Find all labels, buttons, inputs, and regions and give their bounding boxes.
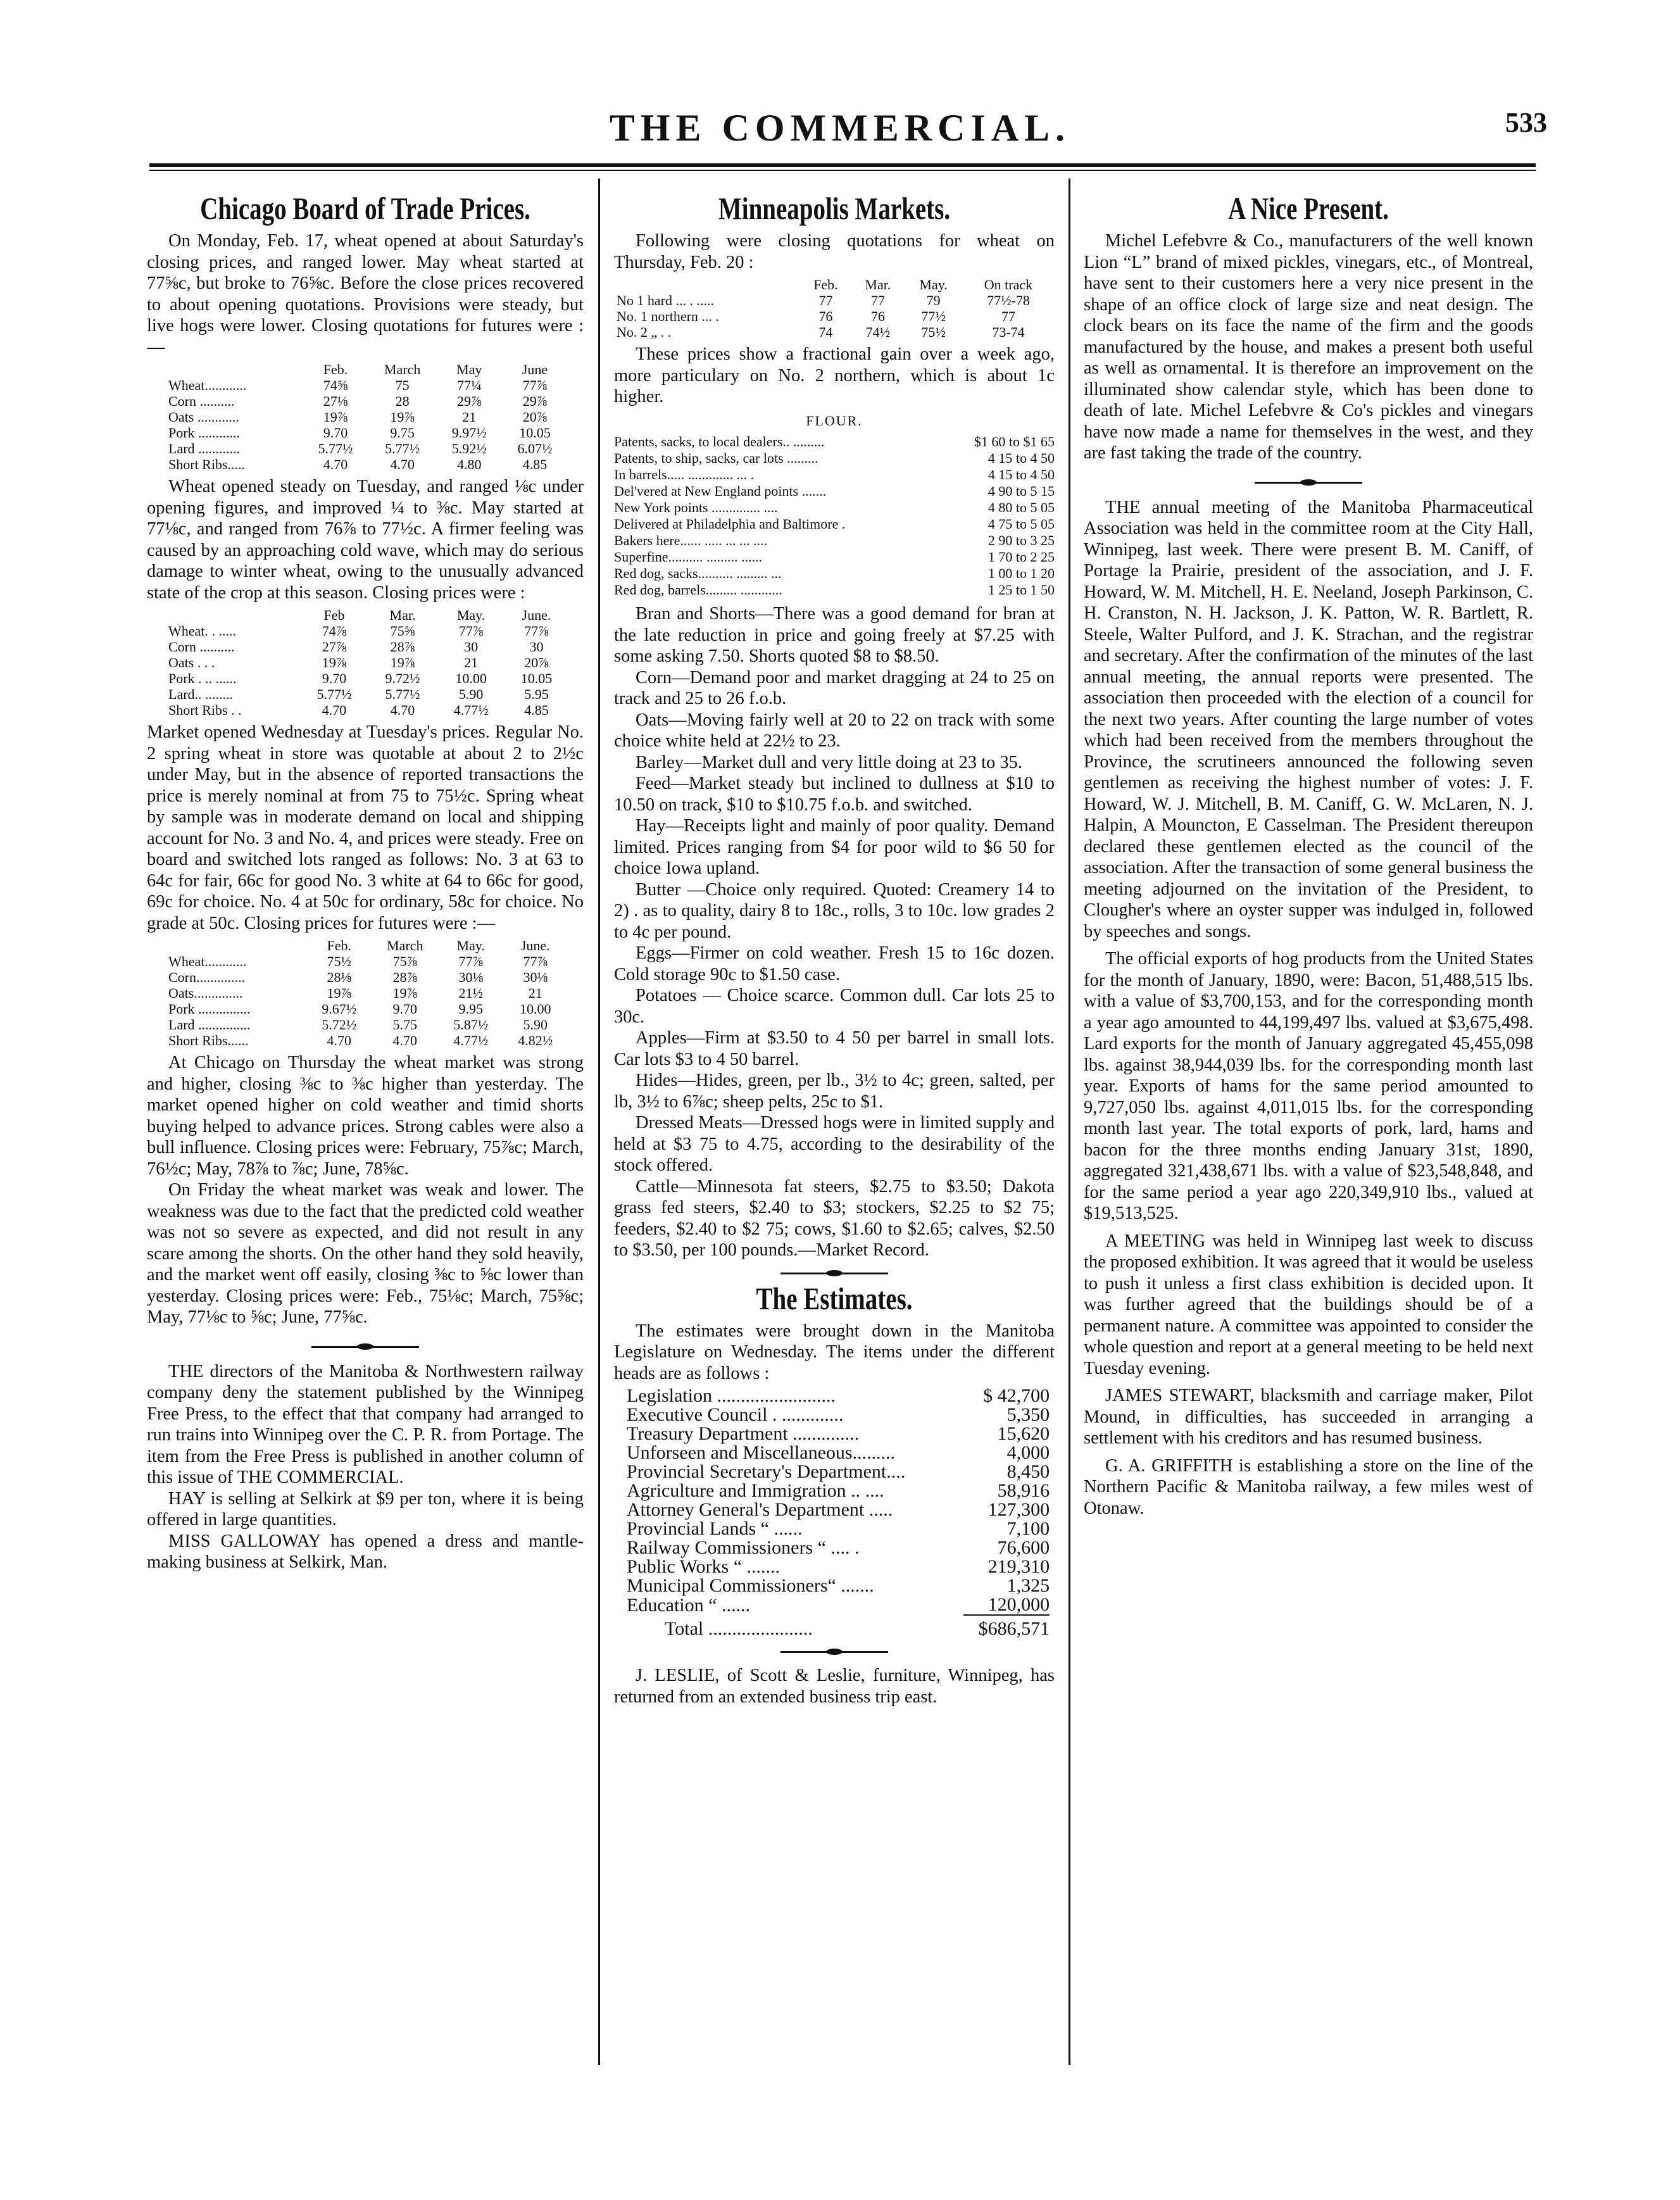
table-cell: Legislation ......................... (627, 1385, 836, 1406)
table-cell: 4.70 (390, 456, 415, 472)
table-cell: 4.70 (322, 702, 347, 718)
table-row (627, 1481, 1050, 1500)
table-row (166, 670, 568, 686)
table-cell: Public Works “ ....... (627, 1556, 780, 1577)
table-cell: $1 60 to $1 65 (974, 434, 1055, 449)
table-cell: Del'vered at New England points ....... (614, 483, 827, 499)
table-row (166, 702, 568, 718)
table-header: Feb. (813, 277, 838, 292)
paragraph: JAMES STEWART, blacksmith and carriage maker, Pilot Mound, in difficulties, has succeeded in arranging a settlement with his creditors and has resumed business. (1084, 1386, 1533, 1448)
table-cell: 9.75 (390, 425, 415, 441)
table-row (614, 483, 1055, 500)
table-cell: 19⅞ (327, 985, 352, 1001)
wheat-quotations-table (614, 277, 1055, 340)
table-cell: Short Ribs..... (168, 456, 246, 472)
table-cell: 77 (870, 292, 885, 308)
heading-nice-present: A Nice Present. (1228, 191, 1389, 226)
table-cell: 58,916 (997, 1480, 1050, 1501)
table-cell: Pork ............... (168, 1001, 251, 1017)
table-header (166, 938, 307, 953)
paragraph: On Friday the wheat market was weak and lower. The weakness was due to the fact that the predicted cold weather was not so severe as expected, and did not result in any scare among the shorts. On the other hand they sold heavily, and the market went off easily, closing ⅜c to ⅝c lower than yesterday. Closing prices were: Feb., 75⅛c; March, 75⅝c; May, 77⅛c to ⅝c; June, 77⅝c. (147, 1180, 584, 1327)
table-cell: 76 (870, 308, 885, 324)
table-cell: 1,325 (1006, 1575, 1050, 1596)
table-cell: 77⅞ (458, 953, 483, 969)
table-cell: 120,000 (963, 1595, 1050, 1615)
table-header: May (456, 361, 482, 377)
table-cell: Superfine.......... ......... ...... (614, 549, 763, 565)
table-cell: 79 (926, 292, 941, 308)
table-row (627, 1557, 1050, 1576)
table-cell: 76 (818, 308, 833, 324)
table-cell: 127,300 (987, 1499, 1050, 1520)
table-row (614, 308, 1055, 324)
table-cell: 20⅞ (522, 409, 548, 425)
table-cell: Oats.............. (168, 985, 243, 1001)
table-row (614, 324, 1055, 340)
table-header (166, 607, 300, 623)
table-row (627, 1519, 1050, 1538)
paragraph: The official exports of hog products from the United States for the month of January, 1890, were: Bacon, 51,488,515 lbs. with a value of $3,700,153, and for the corresponding month a year ago amounted to 44,199,497 lbs. valued at $3,675,498. Lard exports for the month of January aggregated 45,455,098 lbs. against 38,944,039 lbs. for the corresponding month last year. Exports of hams for the same period amounted to 9,727,050 lbs. against 4,011,015 lbs. for the corresponding month last year. The total exports of pork, lard, hams and bacon for the three months ending January 31st, 1890, aggregated 321,438,671 lbs. with a value of $23,548,848, and for the same period a year ago 220,349,910 lbs., valued at $19,513,525. (1084, 949, 1533, 1223)
paragraph: Hay—Receipts light and mainly of poor quality. Demand limited. Prices ranging from $4 for poor wild to $6 50 for choice Iowa upland. (614, 816, 1055, 878)
table-row (166, 456, 568, 472)
table-row (614, 549, 1055, 565)
table-cell: 75½ (327, 953, 352, 969)
table-cell: 21 (462, 409, 477, 425)
paragraph: HAY is selling at Selkirk at $9 per ton, where it is being offered in large quantities. (147, 1488, 584, 1530)
estimates-table (627, 1386, 1050, 1638)
table-row (614, 450, 1055, 467)
futures-table-3 (166, 938, 568, 1048)
table-cell: 4 80 to 5 05 (987, 500, 1055, 515)
table-header: On track (984, 277, 1033, 292)
table-cell: 30 (464, 639, 479, 655)
table-cell: 9.72½ (385, 670, 420, 686)
table-header (166, 361, 303, 377)
paragraph: On Monday, Feb. 17, wheat opened at about Saturday's closing prices, and ranged lower. May wheat started at 77⅝c, but broke to 76⅝c. Before the close prices recovered to about opening quotations. Provisions were steady, but live hogs were lower. Closing quotations for futures were :— (147, 231, 584, 357)
table-header: Mar. (389, 607, 416, 623)
paragraph: Apples—Firm at $3.50 to 4 50 per barrel in small lots. Car lots $3 to 4 50 barrel. (614, 1028, 1055, 1069)
table-cell: 77⅞ (458, 623, 484, 639)
table-cell: 9.70 (323, 425, 348, 441)
page-number: 533 (1505, 107, 1547, 138)
column-rule-1 (598, 179, 600, 2065)
paragraph: Corn—Demand poor and market dragging at 24 to 25 on track and 25 to 26 f.o.b. (614, 667, 1055, 708)
table-cell: Provincial Lands “ ...... (627, 1518, 803, 1539)
table-cell: 30⅛ (523, 969, 548, 985)
table-cell: Municipal Commissioners“ ....... (627, 1575, 874, 1596)
table-cell: 77⅞ (524, 623, 549, 639)
table-cell: 1 00 to 1 20 (987, 565, 1055, 581)
table-row (166, 409, 568, 425)
table-row (614, 467, 1055, 483)
table-cell: 21 (464, 655, 479, 670)
table-cell: 75⅞ (392, 953, 417, 969)
table-cell: 5.87½ (453, 1017, 489, 1033)
paragraph: Eggs—Firmer on cold weather. Fresh 15 to 16c dozen. Cold storage 90c to $1.50 case. (614, 943, 1055, 984)
table-cell: 5.77½ (317, 686, 352, 702)
table-cell: 30⅛ (458, 969, 483, 985)
table-row (166, 393, 568, 409)
table-row (627, 1500, 1050, 1519)
table-cell: Bakers here...... ..... ... ... .... (614, 532, 767, 548)
table-cell: 19⅞ (323, 409, 348, 425)
table-cell: 2 90 to 3 25 (987, 532, 1055, 548)
table-cell: 21 (528, 985, 542, 1001)
section-divider (780, 1649, 888, 1655)
table-cell: Short Ribs...... (168, 1033, 249, 1048)
table-header-row (166, 607, 568, 623)
paragraph: A MEETING was held in Winnipeg last week to discuss the proposed exhibition. It was agreed that it would be useless to push it unless a first class exhibition is decided upon. It was further agreed that the buildings should be of a permanent nature. A committee was appointed to consider the whole question and report at a general meeting to be held next Tuesday evening. (1084, 1231, 1533, 1378)
table-cell: 4.82½ (518, 1033, 553, 1048)
table-cell: 4.77½ (453, 1033, 489, 1048)
paragraph: THE directors of the Manitoba & Northwestern railway company deny the statement published by the Winnipeg Free Press, to the effect that that company had arranged to run trains into Winnipeg over the C. P. R. from Portage. The item from the Free Press is published in another column of this issue of THE COMMERCIAL. (147, 1361, 584, 1487)
heading-chicago: Chicago Board of Trade Prices. (200, 191, 530, 226)
section-divider (780, 1270, 888, 1276)
table-cell: 21½ (458, 985, 483, 1001)
table-cell: 4.70 (390, 702, 415, 718)
table-header: June (522, 361, 548, 377)
table-cell: 4.70 (323, 456, 348, 472)
table-cell: 4.80 (457, 456, 482, 472)
table-cell: Unforseen and Miscellaneous......... (627, 1442, 896, 1463)
paragraph: G. A. GRIFFITH is establishing a store on the line of the Northern Pacific & Manitoba railway, a few miles west of Otonaw. (1084, 1455, 1533, 1518)
paragraph: Wheat opened steady on Tuesday, and ranged ⅛c under opening figures, and improved ¼ to ⅜c. May started at 77⅛c, and ranged from 76⅞ to 77½c. A firmer feeling was caused by an approaching cold wave, which may do serious damage to winter wheat, owing to the unusually advanced state of the crop at this season. Closing prices were : (147, 477, 584, 603)
table-row (166, 377, 568, 393)
table-cell: 74½ (865, 324, 891, 340)
paragraph: Oats—Moving fairly well at 20 to 22 on track with some choice white held at 22½ to 23. (614, 710, 1055, 751)
table-cell: 27⅞ (322, 639, 347, 655)
table-cell: Short Ribs . . (168, 702, 242, 718)
table-cell: 29⅞ (457, 393, 482, 409)
table-cell: 5.77½ (318, 441, 353, 456)
table-cell: Lard ............... (168, 1017, 251, 1033)
table-cell: 19⅞ (390, 655, 415, 670)
table-header: June. (520, 938, 550, 953)
table-cell: 28⅞ (392, 969, 417, 985)
table-row (166, 623, 568, 639)
table-cell: 4.70 (392, 1033, 417, 1048)
table-row (166, 1001, 568, 1017)
paragraph: Dressed Meats—Dressed hogs were in limited supply and held at $3 75 to 4.75, according to the desirability of the stock offered. (614, 1113, 1055, 1175)
table-cell: 9.67½ (322, 1001, 357, 1017)
paragraph: Bran and Shorts—There was a good demand for bran at the late reduction in price and going freely at $7.25 with some asking 7.50. Shorts quoted $8 to $8.50. (614, 604, 1055, 666)
table-header: June. (522, 607, 551, 623)
table-header-row (166, 938, 568, 953)
table-row (166, 655, 568, 670)
paragraph: MISS GALLOWAY has opened a dress and mantle-making business at Selkirk, Man. (147, 1531, 584, 1572)
table-cell: Wheat............ (168, 377, 247, 393)
table-cell: 77⅞ (523, 953, 548, 969)
table-cell: 77⅞ (522, 377, 548, 393)
table-cell: Pork . .. ...... (168, 670, 237, 686)
futures-table-2 (166, 607, 568, 718)
paragraph: Hides—Hides, green, per lb., 3½ to 4c; green, salted, per lb, 3½ to 6⅞c; sheep pelts, 25c to $1. (614, 1071, 1055, 1112)
table-header: Feb. (323, 361, 348, 377)
table-row (627, 1405, 1050, 1424)
table-cell: Oats . . . (168, 655, 215, 670)
table-row (166, 953, 568, 969)
table-cell: 10.05 (519, 425, 551, 441)
table-cell: Red dog, sacks.......... ......... ... (614, 565, 782, 581)
table-cell: 15,620 (997, 1423, 1050, 1444)
table-header: Mar. (865, 277, 891, 292)
table-cell: No. 1 northern ... . (617, 308, 719, 324)
table-cell: 75½ (921, 324, 946, 340)
table-cell: 4.77½ (453, 702, 489, 718)
table-cell: New York points .............. .... (614, 500, 778, 515)
column-rule-2 (1069, 179, 1070, 2065)
table-row (614, 582, 1055, 598)
table-header-row (614, 277, 1055, 292)
table-row (627, 1576, 1050, 1595)
table-cell: 4 15 to 4 50 (987, 467, 1055, 482)
table-cell: 4.85 (522, 456, 548, 472)
total-label: Total ...................... (665, 1618, 813, 1639)
table-cell: In barrels..... ............. ... . (614, 467, 755, 482)
table-cell: Patents, sacks, to local dealers.. ......... (614, 434, 825, 449)
table-cell: 5.72½ (322, 1017, 357, 1033)
table-cell: 77½-78 (987, 292, 1030, 308)
table-cell: Education “ ...... (627, 1594, 750, 1616)
table-cell: No 1 hard ... . ..... (617, 292, 714, 308)
section-divider (311, 1343, 419, 1350)
table-cell: 219,310 (987, 1556, 1050, 1577)
paragraph: Potatoes — Choice scarce. Common dull. Car lots 25 to 30c. (614, 986, 1055, 1027)
table-cell: Lard.. ........ (168, 686, 234, 702)
table-cell: $ 42,700 (983, 1385, 1050, 1406)
table-cell: Corn.............. (168, 969, 245, 985)
table-cell: 5.77½ (385, 441, 420, 456)
table-cell: 4 90 to 5 15 (987, 483, 1055, 499)
table-cell: 77 (818, 292, 833, 308)
table-cell: No. 2 „ . . (617, 324, 672, 340)
heading-minneapolis: Minneapolis Markets. (718, 191, 951, 226)
table-cell: 74⅞ (322, 623, 347, 639)
table-row (614, 500, 1055, 516)
table-row (627, 1386, 1050, 1405)
table-cell: 1 70 to 2 25 (987, 549, 1055, 565)
paragraph: Cattle—Minnesota fat steers, $2.75 to $3.50; Dakota grass fed steers, $2.40 to $3; stockers, $2.25 to $2 75; feeders, $2.40 to $2 75; cows, $1.60 to $2.65; calves, $2.50 to $3.50, per 100 pounds.—Market Record. (614, 1176, 1055, 1260)
table-header-row (166, 361, 568, 377)
masthead-title: THE COMMERCIAL. (609, 107, 1071, 149)
flour-heading: FLOUR. (806, 412, 863, 429)
table-row (614, 434, 1055, 450)
table-cell: 5.77½ (385, 686, 420, 702)
table-cell: 77 (1001, 308, 1015, 324)
paragraph: Market opened Wednesday at Tuesday's prices. Regular No. 2 spring wheat in store was quotable at about 2 to 2½c under May, but in the absence of reported transactions the price is merely nominal at from 75 to 75½c. Spring wheat by sample was in moderate demand on local and shipping account for No. 3 and No. 4, and prices were steady. Free on board and switched lots ranged as follows: No. 3 at 63 to 64c for fair, 66c for good No. 3 white at 64 to 66c for good, 69c for choice. No. 4 at 50c for ordinary, 58c for choice. No grade at 50c. Closing prices for futures were :— (147, 722, 584, 933)
table-row (614, 565, 1055, 582)
table-cell: 30 (529, 639, 544, 655)
flour-prices-table (614, 434, 1055, 598)
table-row (614, 532, 1055, 549)
table-row (166, 969, 568, 985)
table-cell: Red dog, barrels......... ............ (614, 582, 782, 598)
table-cell: 7,100 (1006, 1518, 1050, 1539)
paragraph: At Chicago on Thursday the wheat market was strong and higher, closing ⅜c to ⅜c higher than yesterday. The market opened higher on cold weather and timid shorts buying helped to advance prices. Strong cables were also a bull influence. Closing prices were: February, 75⅞c; March, 76½c; May, 78⅞ to ⅞c; June, 78⅝c. (147, 1053, 584, 1179)
table-cell: 75⅝ (390, 623, 415, 639)
table-cell: 10.00 (520, 1001, 551, 1017)
table-row (166, 441, 568, 456)
paragraph: THE annual meeting of the Manitoba Pharmaceutical Association was held in the committee room at the City Hall, Winnipeg, last week. There were present B. M. Caniff, of Portage la Prairie, president of the association, and J. F. Howard, W. M. Mitchell, H. E. Neeland, Joseph Parkinson, C. H. Cranston, N. H. Jackson, J. K. Patton, W. R. Bartlett, R. Steele, Walter Pulford, and J. K. Strachan, and the registrar and secretary. After the confirmation of the minutes of the last annual meeting, the annual reports were presented. The association then proceeded with the election of a council for the next two years. After counting the large number of votes which had been received from the members throughout the Province, the scrutineers announced the following seven gentlemen as receiving the highest number of votes: J. F. Howard, W. J. Mitchell, B. M. Caniff, G. W. McLaren, N. J. Halpin, A Mouncton, E Casselman. The President thereupon declared these gentlemen elected as the council of the association. After the transaction of some general business the meeting adjourned on the invitation of the President, to Clougher's where an oyster supper was indulged in, followed by speeches and songs. (1084, 497, 1533, 941)
paragraph: These prices show a fractional gain over a week ago, more particulary on No. 2 northern, which is about 1c higher. (614, 344, 1055, 406)
table-row (166, 1033, 568, 1048)
table-row (614, 516, 1055, 532)
table-row (627, 1424, 1050, 1443)
paragraph: The estimates were brought down in the Manitoba Legislature on Wednesday. The items under the different heads are as follows : (614, 1321, 1055, 1383)
table-cell: Provincial Secretary's Department.... (627, 1461, 906, 1482)
table-cell: Attorney General's Department ..... (627, 1499, 893, 1520)
table-cell: 9.97½ (451, 425, 487, 441)
table-cell: Corn .......... (168, 393, 235, 409)
table-cell: 5.75 (392, 1017, 417, 1033)
table-cell: Agriculture and Immigration .. .... (627, 1480, 884, 1501)
table-cell: Patents, to ship, sacks, car lots ......... (614, 450, 818, 466)
heading-estimates: The Estimates. (756, 1280, 913, 1316)
header-rule-thin (149, 170, 1536, 171)
table-cell: 19⅞ (392, 985, 417, 1001)
paragraph: Michel Lefebvre & Co., manufacturers of the well known Lion “L” brand of mixed pickles, vinegars, etc., of Montreal, have sent to their customers here a very nice present in the shape of an office clock of large size and neat design. The clock bears on its face the name of the firm and the goods manufactured by the house, and makes a present both useful as well as ornamental. It is therefore an improvement on the illuminated show calendar style, which has been done to death of late. Michel Lefebvre & Co's pickles and vinegars have now made a name for themselves in the west, and they are fast taking the trade of the country. (1084, 231, 1533, 463)
table-cell: 75 (395, 377, 410, 393)
table-cell: 9.70 (392, 1001, 417, 1017)
table-cell: Treasury Department .............. (627, 1423, 860, 1444)
table-cell: 74⅝ (323, 377, 348, 393)
paragraph: Barley—Market dull and very little doing at 23 to 35. (636, 752, 1023, 772)
table-cell: 28⅞ (390, 639, 415, 655)
table-cell: 5.90 (523, 1017, 548, 1033)
table-row (627, 1538, 1050, 1557)
table-row (166, 985, 568, 1001)
column-minneapolis (614, 190, 1055, 2077)
table-cell: 9.70 (322, 670, 347, 686)
table-cell: 9.95 (458, 1001, 483, 1017)
table-cell: Lard ............ (168, 441, 241, 456)
table-row (627, 1443, 1050, 1462)
table-row (627, 1595, 1050, 1615)
table-cell: 74 (818, 324, 833, 340)
table-cell: 1 25 to 1 50 (987, 582, 1055, 598)
table-cell: Delivered at Philadelphia and Baltimore . (614, 516, 846, 532)
table-cell: 4,000 (1006, 1442, 1050, 1463)
table-cell: Oats ............ (168, 409, 239, 425)
table-header: May. (456, 607, 486, 623)
table-total-row (627, 1615, 1050, 1638)
paragraph: Feed—Market steady but inclined to dullness at $10 to 10.50 on track, $10 to $10.75 f.o.b. and switched. (614, 774, 1055, 815)
table-cell: 76,600 (997, 1537, 1050, 1558)
table-header: May. (456, 938, 485, 953)
table-header: March (384, 361, 421, 377)
table-row (166, 425, 568, 441)
column-nice-present (1084, 190, 1533, 2077)
table-cell: 77¼ (457, 377, 482, 393)
table-row (166, 639, 568, 655)
table-cell: 28 (395, 393, 410, 409)
table-cell: 28⅛ (327, 969, 352, 985)
table-cell: Executive Council . ............. (627, 1404, 844, 1425)
table-row (627, 1462, 1050, 1481)
table-cell: 5.90 (458, 686, 484, 702)
futures-table-1 (166, 361, 568, 472)
table-cell: Pork ............ (168, 425, 241, 441)
header-rule (149, 163, 1536, 167)
table-cell: Wheat............ (168, 953, 247, 969)
table-cell: 10.00 (455, 670, 487, 686)
table-header: Feb (323, 607, 345, 623)
total-value: $686,571 (978, 1618, 1050, 1639)
table-header: March (387, 938, 423, 953)
table-cell: Railway Commissioners “ .... . (627, 1537, 860, 1558)
table-cell: 5,350 (1006, 1404, 1050, 1425)
table-row (166, 1017, 568, 1033)
section-divider (1255, 479, 1362, 486)
paragraph: Butter —Choice only required. Quoted: Creamery 14 to 2) . as to quality, dairy 8 to 18c., rolls, 3 to 10c. low grades 2 to 4c per pound. (614, 879, 1055, 942)
table-cell: 4.70 (327, 1033, 352, 1048)
paragraph: J. LESLIE, of Scott & Leslie, furniture, Winnipeg, has returned from an extended business trip east. (614, 1666, 1055, 1707)
table-cell: Corn .......... (168, 639, 235, 655)
table-row (614, 292, 1055, 308)
table-cell: 4.85 (524, 702, 549, 718)
table-cell: 8,450 (1006, 1461, 1050, 1482)
table-cell: 5.92½ (451, 441, 487, 456)
table-cell: 73-74 (992, 324, 1025, 340)
table-header (614, 277, 800, 292)
paragraph: Following were closing quotations for wheat on Thursday, Feb. 20 : (614, 231, 1055, 272)
table-cell: 4 15 to 4 50 (987, 450, 1055, 466)
table-cell: 77½ (921, 308, 946, 324)
table-header: May. (919, 277, 948, 292)
table-cell: 27⅛ (323, 393, 348, 409)
table-cell: 4 75 to 5 05 (987, 516, 1055, 532)
table-cell: 6.07½ (517, 441, 553, 456)
table-cell: 19⅞ (390, 409, 415, 425)
table-cell: 5.95 (524, 686, 549, 702)
table-header: Feb. (327, 938, 352, 953)
table-cell: 10.05 (520, 670, 553, 686)
table-cell: Wheat. . ..... (168, 623, 236, 639)
table-row (166, 686, 568, 702)
column-chicago (147, 190, 584, 2077)
table-cell: 20⅞ (524, 655, 549, 670)
table-cell: 29⅞ (522, 393, 548, 409)
table-cell: 19⅞ (322, 655, 347, 670)
